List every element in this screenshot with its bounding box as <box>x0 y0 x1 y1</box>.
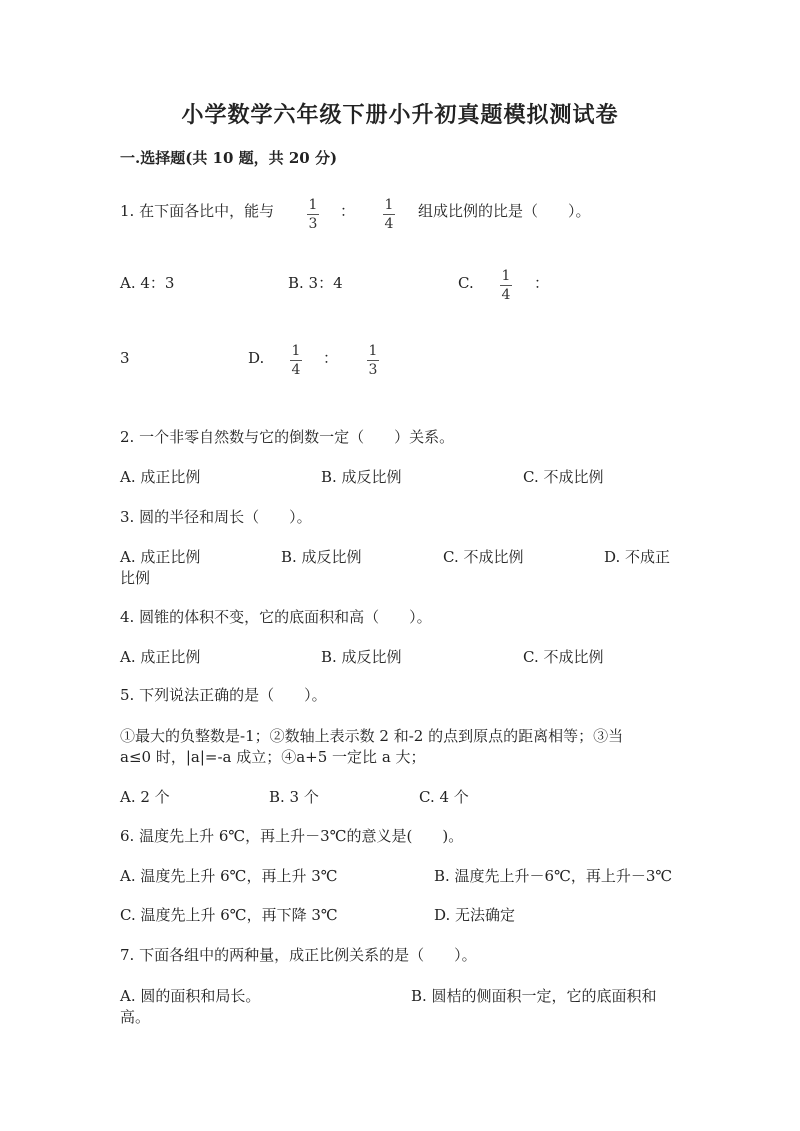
q1-colon: ： <box>340 202 356 220</box>
q3-option-d-wrap: 比例 <box>120 569 151 587</box>
q2-stem: 2. 一个非零自然数与它的倒数一定（ ）关系。 <box>120 428 455 446</box>
fraction-numerator: 1 <box>384 197 394 213</box>
q5-statement-line-2: a≤0 时，|a|=-a 成立；④a+5 一定比 a 大； <box>120 748 426 766</box>
q4-option-b: B. 成反比例 <box>321 648 402 666</box>
fraction-numerator: 1 <box>368 343 378 359</box>
q7-option-b: B. 圆桔的侧面积一定，它的底面积和 <box>411 987 657 1005</box>
page-title: 小学数学六年级下册小升初真题模拟测试卷 <box>181 102 619 128</box>
fraction-bar <box>367 360 379 361</box>
fraction-bar <box>307 214 319 215</box>
fraction-denominator: 4 <box>501 287 511 303</box>
q3-stem: 3. 圆的半径和周长（ ）。 <box>120 508 312 526</box>
q4-stem: 4. 圆锥的体积不变，它的底面积和高（ ）。 <box>120 608 432 626</box>
fraction-denominator: 4 <box>291 362 301 378</box>
q6-option-b: B. 温度先上升－6℃，再上升－3℃ <box>434 867 673 885</box>
q1-option-d-fraction-one-fourth <box>288 343 304 378</box>
q4-option-a: A. 成正比例 <box>120 648 201 666</box>
q3-option-c: C. 不成比例 <box>443 548 524 566</box>
fraction-numerator: 1 <box>501 268 511 284</box>
fraction-bar <box>290 360 302 361</box>
q1-option-c-label: C. <box>458 274 474 292</box>
q6-option-d: D. 无法确定 <box>434 906 516 924</box>
q5-option-b: B. 3 个 <box>269 788 319 806</box>
q1-option-d-colon: ： <box>323 349 339 367</box>
q1-option-c-wrap: 3 <box>120 349 130 367</box>
q4-option-c: C. 不成比例 <box>523 648 604 666</box>
q6-option-c: C. 温度先上升 6℃，再下降 3℃ <box>120 906 338 924</box>
q7-option-a: A. 圆的面积和局长。 <box>120 987 261 1005</box>
q1-option-c-fraction <box>498 268 514 303</box>
q7-option-b-wrap: 高。 <box>120 1008 151 1026</box>
q1-stem-pre: 1. 在下面各比中，能与 <box>120 202 275 220</box>
q5-stem: 5. 下列说法正确的是（ ）。 <box>120 686 327 704</box>
fraction-denominator: 4 <box>384 216 394 232</box>
fraction-numerator: 1 <box>308 197 318 213</box>
q7-stem: 7. 下面各组中的两种量，成正比例关系的是（ ）。 <box>120 946 477 964</box>
fraction-bar <box>500 285 512 286</box>
q3-option-b: B. 成反比例 <box>281 548 362 566</box>
q2-option-a: A. 成正比例 <box>120 468 201 486</box>
q3-option-a: A. 成正比例 <box>120 548 201 566</box>
q1-fraction-one-third <box>305 197 321 232</box>
fraction-bar <box>383 214 395 215</box>
q2-option-b: B. 成反比例 <box>321 468 402 486</box>
q3-option-d: D. 不成正 <box>604 548 671 566</box>
fraction-denominator: 3 <box>308 216 318 232</box>
fraction-numerator: 1 <box>291 343 301 359</box>
q1-option-a: A. 4：3 <box>120 274 175 292</box>
q1-option-d-label: D. <box>248 349 265 367</box>
q6-option-a: A. 温度先上升 6℃，再上升 3℃ <box>120 867 338 885</box>
q1-stem-post: 组成比例的比是（ ）。 <box>418 202 591 220</box>
q2-option-c: C. 不成比例 <box>523 468 604 486</box>
section-heading: 一.选择题(共 10 题，共 20 分) <box>120 149 338 167</box>
q6-stem: 6. 温度先上升 6℃，再上升－3℃的意义是( )。 <box>120 827 464 845</box>
q5-option-a: A. 2 个 <box>120 788 170 806</box>
fraction-denominator: 3 <box>368 362 378 378</box>
q5-option-c: C. 4 个 <box>419 788 469 806</box>
q1-option-d-fraction-one-third <box>365 343 381 378</box>
q1-fraction-one-fourth <box>381 197 397 232</box>
q1-option-c-colon: ： <box>534 274 550 292</box>
q5-statement-line-1: ①最大的负整数是-1；②数轴上表示数 2 和-2 的点到原点的距离相等；③当 <box>120 727 624 745</box>
q1-option-b: B. 3：4 <box>288 274 343 292</box>
